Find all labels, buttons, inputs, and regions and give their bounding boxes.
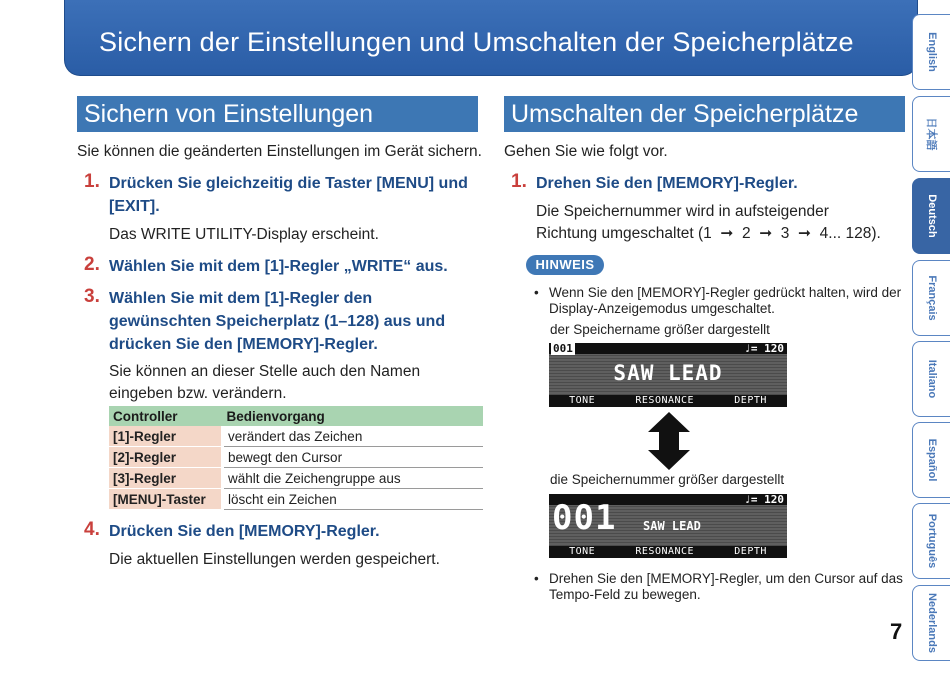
lcd-footer (549, 395, 787, 407)
tab-espanol[interactable] (912, 422, 950, 498)
tab-label: Deutsch (925, 194, 938, 238)
section-heading-save: Sichern von Einstellungen (77, 96, 478, 132)
lcd-display-number-mode (549, 494, 787, 558)
page-banner (64, 0, 918, 76)
step-4-line1: Drücken Sie den [MEMORY]-Regler. (109, 523, 380, 540)
bullet-item (534, 571, 903, 603)
step-1-line1: Drücken Sie gleichzeitig die Taster [MENU] und (109, 175, 468, 192)
step-3-desc1: Sie können an dieser Stelle auch den Namen (109, 363, 421, 380)
page-title: Sichern der Einstellungen und Umschalten der Speicherplätze (99, 27, 854, 57)
step-1-line2: [EXIT]. (109, 198, 160, 215)
hinweis-badge: HINWEIS (526, 255, 604, 275)
lcd-patch-name: SAW LEAD (613, 361, 723, 385)
switch-step-1-desc2: Richtung umgeschaltet (1 ➞ 2 ➞ 3 ➞ 4... 128). (536, 225, 881, 242)
tab-francais[interactable] (912, 260, 950, 336)
step-4-desc: Die aktuellen Einstellungen werden gespeichert. (109, 551, 440, 568)
tab-label: Português (925, 513, 938, 569)
lcd-foot-label: RESONANCE (635, 546, 695, 557)
lcd-tempo: ♩= 120 (744, 494, 784, 506)
bullet-2-line1: Drehen Sie den [MEMORY]-Regler, um den Cursor auf das (549, 571, 903, 586)
lcd-tempo: ♩= 120 (744, 343, 784, 355)
switch-intro: Gehen Sie wie folgt vor. (504, 143, 668, 160)
double-arrow-icon (648, 412, 690, 470)
table-row (109, 468, 483, 489)
lcd-patch-name: SAW LEAD (643, 519, 701, 533)
step-3-line2: gewünschten Speicherplatz (1–128) aus und (109, 313, 446, 330)
lcd-caption-number: die Speichernummer größer dargestellt (550, 472, 785, 487)
bullet-dot-icon: • (534, 571, 539, 586)
step-number: 4. (84, 519, 100, 540)
lcd-foot-label: DEPTH (734, 546, 767, 557)
lcd-display-name-mode (549, 343, 787, 407)
tab-label: Nederlands (925, 593, 938, 653)
bullet-2-line2: Tempo-Feld zu bewegen. (549, 587, 701, 602)
bullet-1-line2: Display-Anzeigemodus umgeschaltet. (549, 301, 775, 316)
tab-english[interactable] (912, 14, 950, 90)
switch-step-1-desc1: Die Speichernummer wird in aufsteigender (536, 203, 829, 220)
bullet-dot-icon: • (534, 285, 539, 300)
step-3-desc2: eingeben bzw. verändern. (109, 385, 287, 402)
bullet-1-line1: Wenn Sie den [MEMORY]-Regler gedrückt halten, wird der (549, 285, 902, 300)
lcd-memory-number-large: 001 (552, 498, 617, 538)
step-3-line1: Wählen Sie mit dem [1]-Regler den (109, 290, 373, 307)
section-heading-switch: Umschalten der Speicherplätze (504, 96, 905, 132)
step-3-line3: drücken Sie den [MEMORY]-Regler. (109, 336, 378, 353)
tab-label: Français (925, 275, 938, 321)
switch-step-1-line1: Drehen Sie den [MEMORY]-Regler. (536, 175, 798, 192)
step-number: 1. (84, 171, 100, 192)
step-2-line1: Wählen Sie mit dem [1]-Regler „WRITE“ aus. (109, 258, 448, 275)
controller-table (109, 406, 483, 510)
lcd-caption-name: der Speichername größer dargestellt (550, 322, 770, 337)
tab-portugues[interactable] (912, 503, 950, 579)
table-cell-controller: [2]-Regler (109, 447, 223, 468)
table-header-row (109, 406, 483, 426)
table-row (109, 426, 483, 447)
table-cell-operation: wählt die Zeichengruppe aus (223, 468, 484, 489)
table-cell-controller: [MENU]-Taster (109, 489, 223, 510)
step-number: 2. (84, 254, 100, 275)
tab-label: English (925, 32, 938, 72)
tab-label: 日本語 (924, 117, 937, 151)
step-number: 3. (84, 286, 100, 307)
table-cell-operation: verändert das Zeichen (223, 426, 484, 447)
save-intro: Sie können die geänderten Einstellungen im Gerät sichern. (77, 143, 482, 160)
tab-deutsch[interactable] (912, 178, 950, 254)
tab-label: Italiano (925, 359, 938, 399)
tab-italiano[interactable] (912, 341, 950, 417)
table-header: Controller (109, 406, 223, 426)
page-number: 7 (890, 619, 903, 644)
lcd-foot-label: TONE (569, 546, 596, 557)
table-cell-controller: [3]-Regler (109, 468, 223, 489)
tab-label: Español (925, 438, 938, 482)
step-1-desc: Das WRITE UTILITY-Display erscheint. (109, 226, 379, 243)
tab-nederlands[interactable] (912, 585, 950, 661)
table-cell-operation: bewegt den Cursor (223, 447, 484, 468)
lcd-foot-label: RESONANCE (635, 395, 695, 406)
lcd-foot-label: DEPTH (734, 395, 767, 406)
bullet-item (534, 285, 902, 317)
table-row (109, 489, 483, 510)
table-row (109, 447, 483, 468)
lcd-foot-label: TONE (569, 395, 596, 406)
step-number: 1. (511, 171, 527, 192)
table-header: Bedienvorgang (223, 406, 484, 426)
lcd-footer (549, 546, 787, 558)
lcd-memory-number: 001 (553, 343, 573, 355)
tab-japanese[interactable] (912, 96, 950, 172)
table-cell-controller: [1]-Regler (109, 426, 223, 447)
table-cell-operation: löscht ein Zeichen (223, 489, 484, 510)
